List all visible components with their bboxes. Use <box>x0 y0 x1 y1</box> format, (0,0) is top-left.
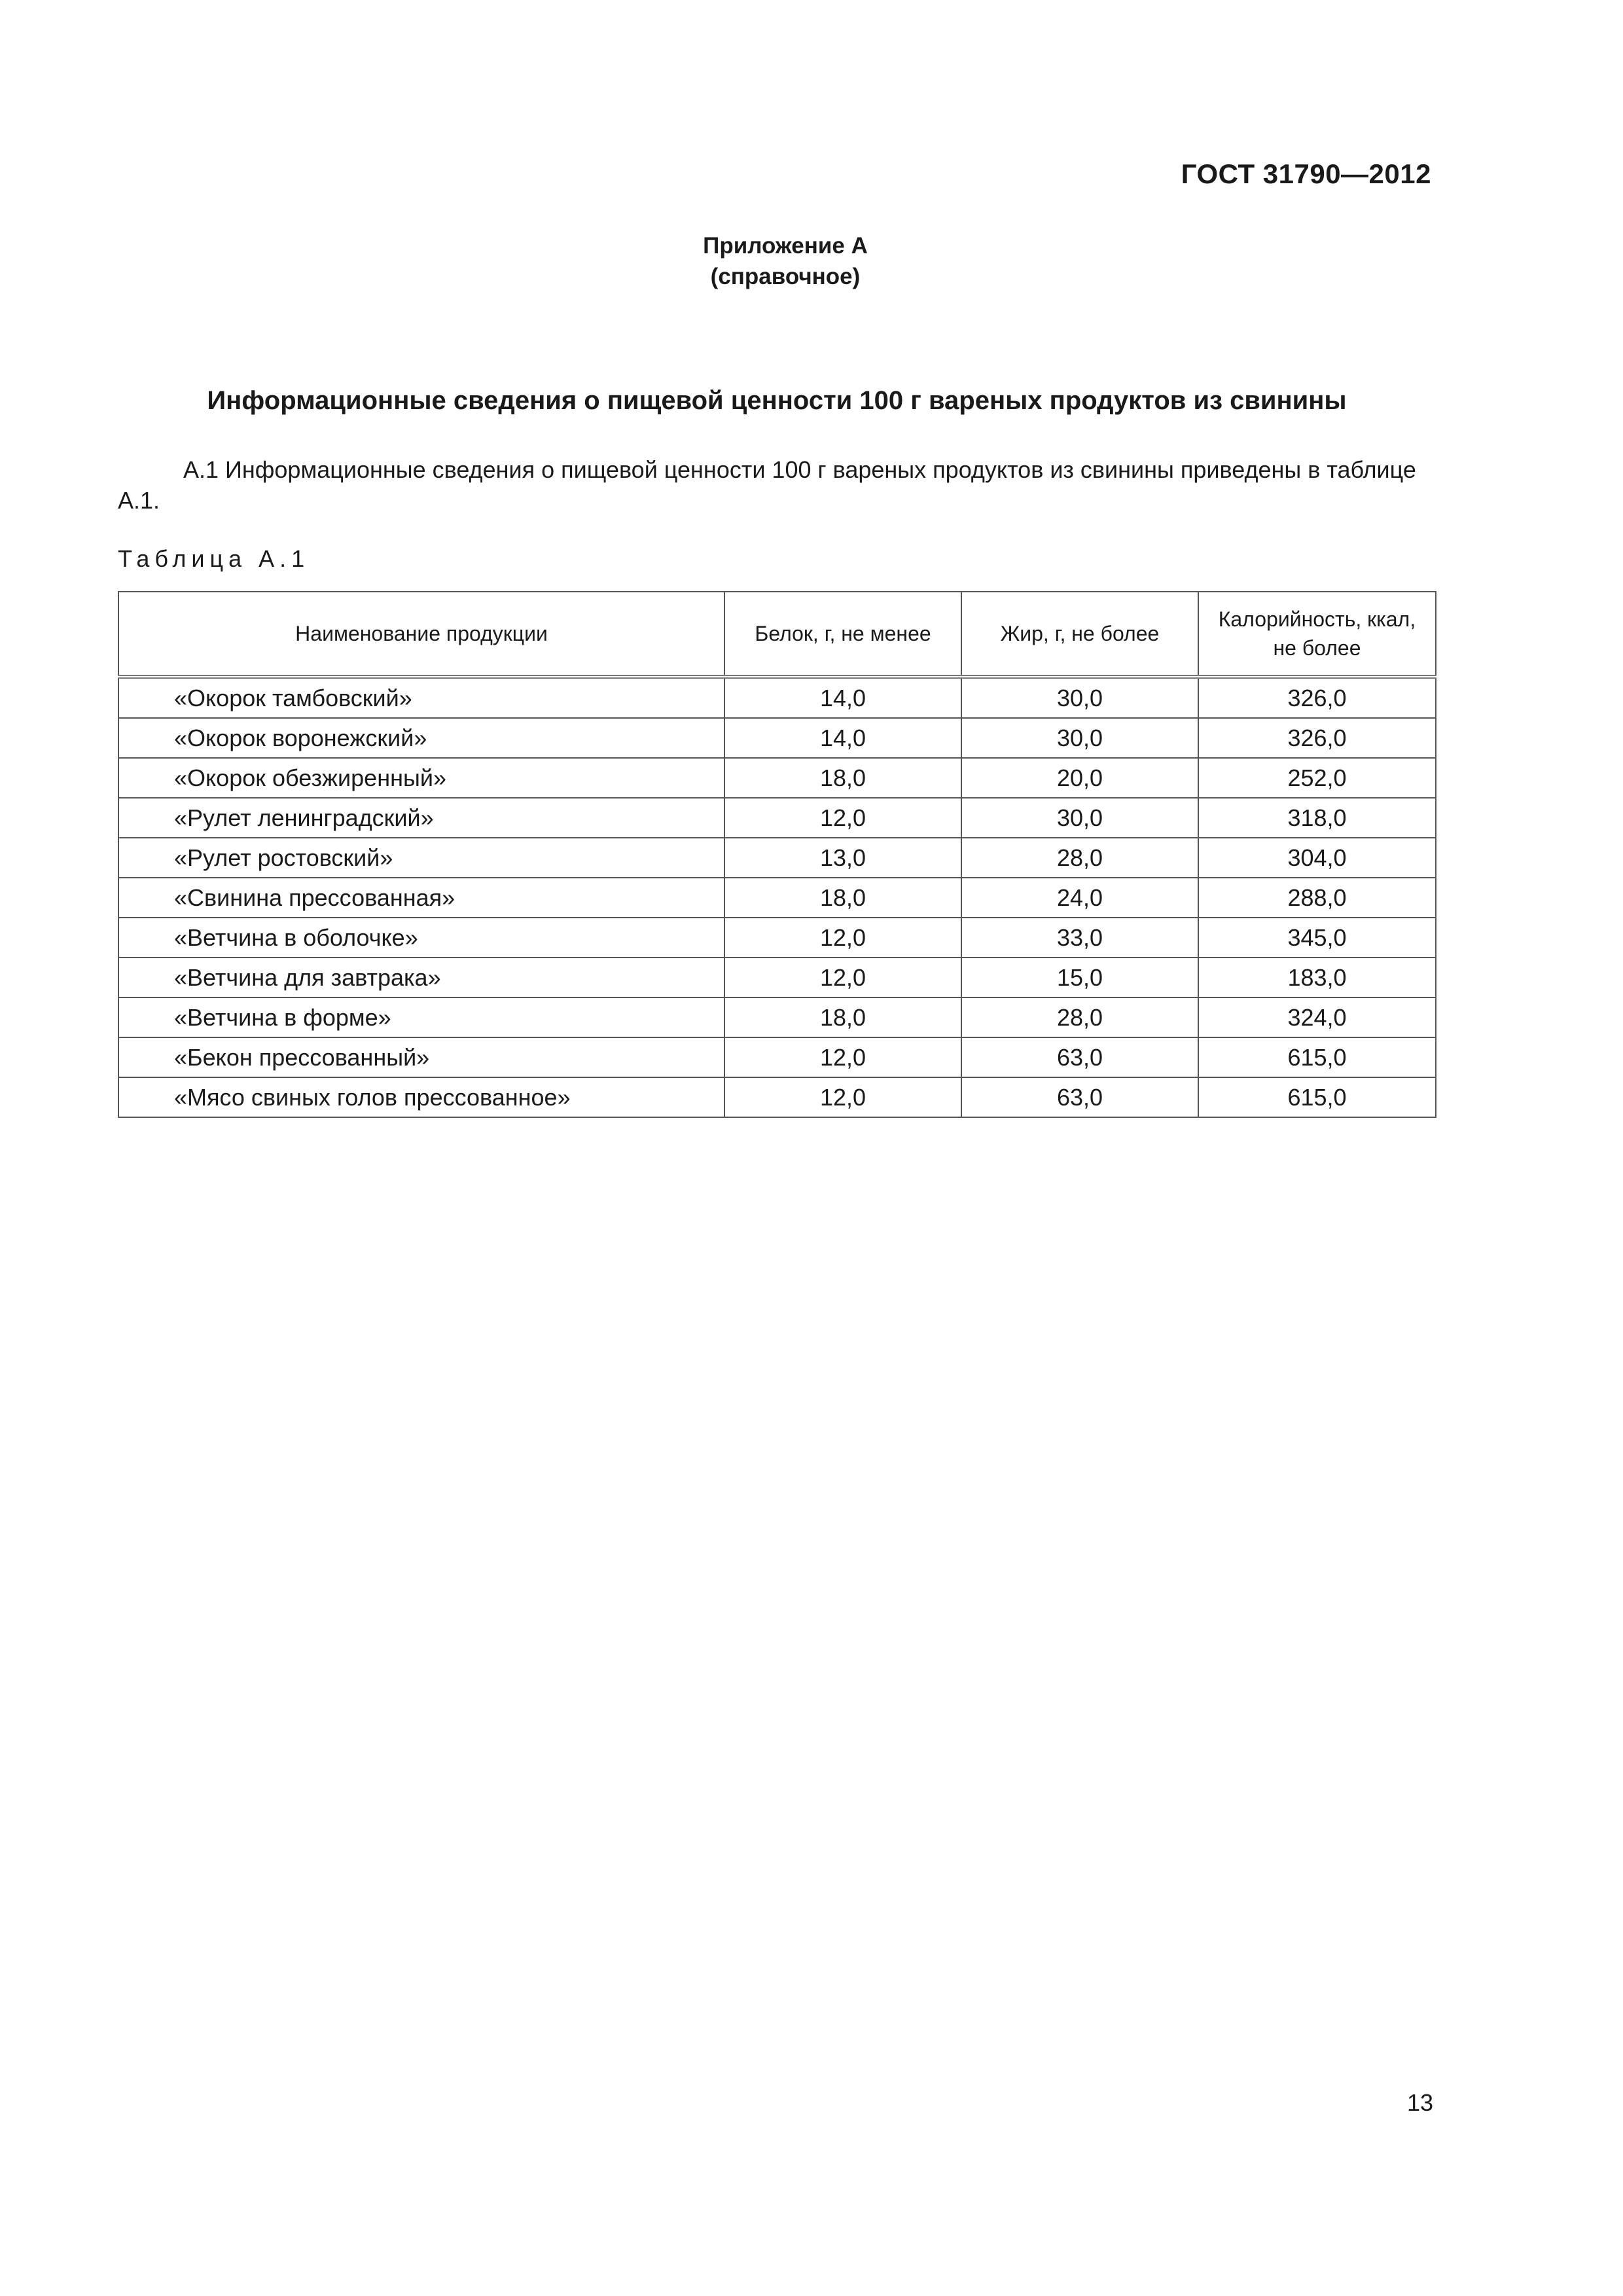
fat-cell: 28,0 <box>961 838 1198 878</box>
table-row <box>118 1037 1436 1077</box>
protein-cell: 18,0 <box>724 758 961 798</box>
product-name-cell: «Мясо свиных голов прессованное» <box>118 1077 724 1117</box>
table-row <box>118 798 1436 838</box>
calories-cell: 326,0 <box>1198 718 1436 758</box>
header-protein: Белок, г, не менее <box>724 592 961 677</box>
fat-cell: 28,0 <box>961 997 1198 1037</box>
nutrition-table-container <box>118 591 1435 1118</box>
fat-cell: 20,0 <box>961 758 1198 798</box>
product-name-cell: «Свинина прессованная» <box>118 878 724 918</box>
fat-cell: 30,0 <box>961 718 1198 758</box>
product-name-cell: «Ветчина в оболочке» <box>118 918 724 958</box>
product-name-cell: «Окорок тамбовский» <box>118 677 724 718</box>
table-header-row <box>118 592 1436 677</box>
fat-cell: 63,0 <box>961 1077 1198 1117</box>
protein-cell: 12,0 <box>724 1077 961 1117</box>
annex-title: Приложение А <box>703 233 868 259</box>
calories-cell: 183,0 <box>1198 958 1436 997</box>
protein-cell: 12,0 <box>724 798 961 838</box>
calories-cell: 615,0 <box>1198 1037 1436 1077</box>
protein-cell: 13,0 <box>724 838 961 878</box>
calories-cell: 615,0 <box>1198 1077 1436 1117</box>
annex-subtitle: (справочное) <box>710 264 861 289</box>
fat-cell: 33,0 <box>961 918 1198 958</box>
calories-cell: 324,0 <box>1198 997 1436 1037</box>
protein-cell: 18,0 <box>724 878 961 918</box>
table-row <box>118 758 1436 798</box>
calories-cell: 304,0 <box>1198 838 1436 878</box>
product-name-cell: «Рулет ленинградский» <box>118 798 724 838</box>
header-product-name: Наименование продукции <box>118 592 724 677</box>
table-row <box>118 997 1436 1037</box>
protein-cell: 12,0 <box>724 1037 961 1077</box>
table-row <box>118 878 1436 918</box>
calories-cell: 345,0 <box>1198 918 1436 958</box>
section-title: Информационные сведения о пищевой ценности 100 г вареных продуктов из свинины <box>207 386 1347 415</box>
fat-cell: 30,0 <box>961 798 1198 838</box>
table-body <box>118 677 1436 1117</box>
protein-cell: 12,0 <box>724 958 961 997</box>
calories-cell: 318,0 <box>1198 798 1436 838</box>
calories-cell: 326,0 <box>1198 677 1436 718</box>
protein-cell: 14,0 <box>724 677 961 718</box>
fat-cell: 30,0 <box>961 677 1198 718</box>
protein-cell: 12,0 <box>724 918 961 958</box>
fat-cell: 24,0 <box>961 878 1198 918</box>
calories-cell: 288,0 <box>1198 878 1436 918</box>
product-name-cell: «Ветчина в форме» <box>118 997 724 1037</box>
document-standard-number: ГОСТ 31790—2012 <box>1181 158 1431 189</box>
header-calories: Калорийность, ккал, не более <box>1198 592 1436 677</box>
page-number: 13 <box>1406 2089 1433 2116</box>
table-row <box>118 958 1436 997</box>
table-caption: Таблица А.1 <box>118 545 310 572</box>
product-name-cell: «Рулет ростовский» <box>118 838 724 878</box>
protein-cell: 18,0 <box>724 997 961 1037</box>
product-name-cell: «Окорок обезжиренный» <box>118 758 724 798</box>
table-row <box>118 918 1436 958</box>
calories-cell: 252,0 <box>1198 758 1436 798</box>
fat-cell: 63,0 <box>961 1037 1198 1077</box>
product-name-cell: «Бекон прессованный» <box>118 1037 724 1077</box>
protein-cell: 14,0 <box>724 718 961 758</box>
product-name-cell: «Ветчина для завтрака» <box>118 958 724 997</box>
table-row <box>118 1077 1436 1117</box>
section-paragraph: А.1 Информационные сведения о пищевой ценности 100 г вареных продуктов из свинины приведены в таблице А.1. <box>118 456 1416 514</box>
product-name-cell: «Окорок воронежский» <box>118 718 724 758</box>
fat-cell: 15,0 <box>961 958 1198 997</box>
table-row <box>118 677 1436 718</box>
table-row <box>118 838 1436 878</box>
header-fat: Жир, г, не более <box>961 592 1198 677</box>
nutrition-table <box>118 591 1436 1118</box>
table-row <box>118 718 1436 758</box>
annex-heading <box>0 230 1571 292</box>
